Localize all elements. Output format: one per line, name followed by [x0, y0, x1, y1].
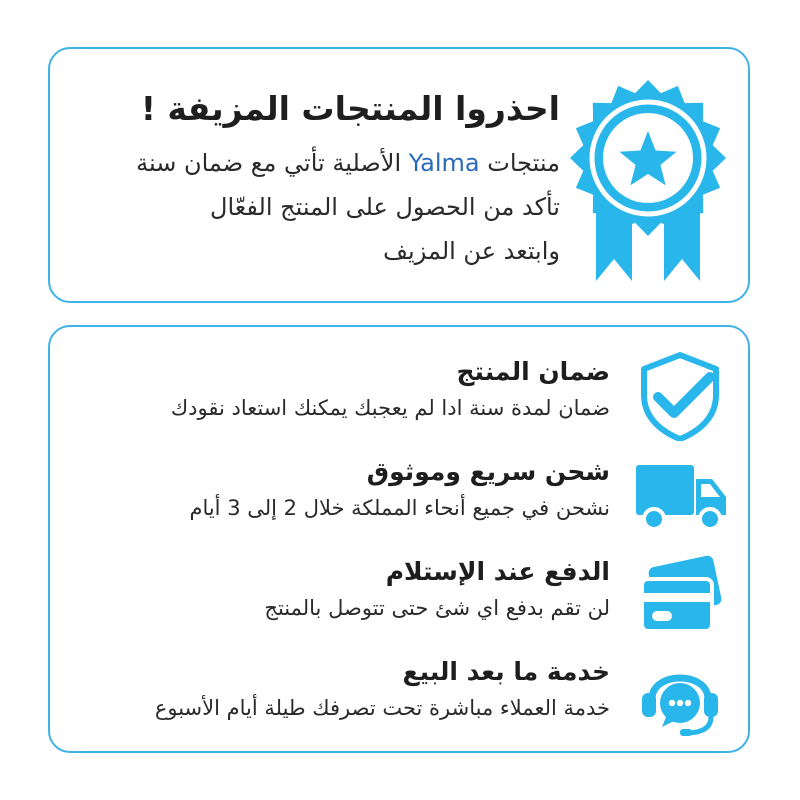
headset-support-icon [632, 651, 728, 741]
feature-title: الدفع عند الإستلام [385, 557, 610, 586]
shield-check-icon [632, 351, 728, 441]
warning-title: احذروا المنتجات المزيفة ! [140, 89, 560, 128]
feature-title: ضمان المنتج [456, 357, 610, 386]
feature-desc: نشحن في جميع أنحاء المملكة خلال 2 إلى 3 أيام [189, 496, 610, 520]
feature-after-sales [50, 647, 748, 743]
line1-suffix: الأصلية تأتي مع ضمان سنة [136, 149, 402, 177]
brand-name: Yalma [408, 149, 480, 177]
feature-desc: ضمان لمدة سنة ادا لم يعجبك يمكنك استعاد نقودك [170, 396, 610, 420]
delivery-truck-icon [632, 451, 728, 541]
warning-text [80, 87, 560, 273]
line1-prefix: منتجات [487, 149, 560, 177]
feature-warranty [50, 347, 748, 443]
feature-title: خدمة ما بعد البيع [402, 657, 610, 686]
features-card [48, 325, 750, 753]
award-ribbon-star-icon [558, 63, 738, 291]
warning-card [48, 47, 750, 303]
payment-card-icon [632, 551, 728, 641]
warning-line-3: وابتعد عن المزيف [383, 237, 560, 265]
feature-shipping [50, 447, 748, 543]
warning-line-1 [80, 141, 560, 185]
feature-desc: لن تقم بدفع اي شئ حتى تتوصل بالمنتج [264, 596, 610, 620]
feature-cash-on-delivery [50, 547, 748, 643]
warning-line-2: تأكد من الحصول على المنتج الفعّال [210, 193, 560, 221]
feature-title: شحن سريع وموثوق [366, 457, 610, 486]
feature-desc: خدمة العملاء مباشرة تحت تصرفك طيلة أيام الأسبوع [154, 696, 610, 720]
